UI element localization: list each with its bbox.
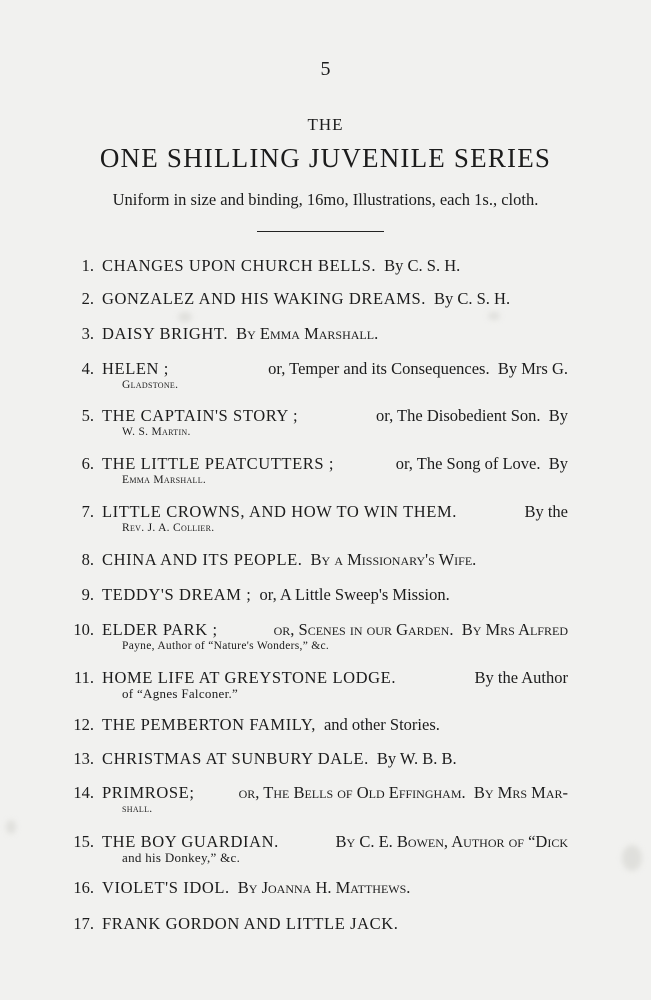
entry-number: 13. — [73, 749, 94, 768]
entry-author: By Emma Marshall. — [236, 324, 379, 343]
entry-number: 15. — [73, 832, 94, 851]
entry-title: DAISY BRIGHT. — [102, 324, 229, 343]
entry-continuation: Emma Marshall. — [122, 474, 207, 486]
entry-title: CHRISTMAS AT SUNBURY DALE. — [102, 749, 369, 768]
entry-title: PRIMROSE; — [102, 783, 195, 802]
entry-number: 6. — [81, 454, 94, 473]
entry-continuation: of “Agnes Falconer.” — [122, 686, 239, 701]
entry-title: ELDER PARK ; — [102, 620, 218, 639]
entry-title: THE CAPTAIN'S STORY ; — [102, 406, 299, 425]
entry-author: or, Scenes in our Garden. By Mrs Alfred — [273, 620, 568, 639]
entry-author: By the Author — [474, 668, 568, 687]
entry-number: 9. — [81, 585, 94, 604]
entry-author: or, The Song of Love. By — [395, 454, 568, 473]
entry-continuation: W. S. Martin. — [122, 426, 191, 438]
entry-continuation: Gladstone. — [122, 379, 179, 391]
entry-title: GONZALEZ AND HIS WAKING DREAMS. — [102, 289, 426, 308]
entry-title: HOME LIFE AT GREYSTONE LODGE. — [102, 668, 397, 687]
page-number: 5 — [320, 58, 331, 80]
entry-title: CHINA AND ITS PEOPLE. — [102, 550, 303, 569]
entry-number: 1. — [81, 256, 94, 275]
entry-title: THE LITTLE PEATCUTTERS ; — [102, 454, 335, 473]
entry-title: CHANGES UPON CHURCH BELLS. — [102, 256, 377, 275]
entry-number: 11. — [73, 668, 94, 687]
entry-number: 16. — [73, 878, 94, 897]
entry-author: or, A Little Sweep's Mission. — [259, 585, 450, 604]
entry-author: By a Missionary's Wife. — [310, 550, 477, 569]
entry-author: or, The Bells of Old Effingham. By Mrs Mar- — [238, 783, 568, 802]
entry-number: 10. — [73, 620, 94, 639]
entry-continuation: shall. — [122, 803, 153, 815]
entry-title: THE BOY GUARDIAN. — [102, 832, 279, 851]
entry-number: 8. — [81, 550, 94, 569]
series-title: ONE SHILLING JUVENILE SERIES — [99, 143, 552, 173]
entry-continuation: Rev. J. A. Collier. — [122, 522, 215, 534]
entry-author: or, The Disobedient Son. By — [376, 406, 568, 425]
entry-number: 14. — [73, 783, 94, 802]
entry-number: 3. — [81, 324, 94, 343]
entry-number: 12. — [73, 715, 94, 734]
entry-title: VIOLET'S IDOL. — [102, 878, 230, 897]
entry-continuation: Payne, Author of “Nature's Wonders,” &c. — [122, 640, 330, 652]
entry-author: By W. B. B. — [376, 749, 457, 768]
entry-title: LITTLE CROWNS, AND HOW TO WIN THEM. — [102, 502, 457, 521]
entry-number: 4. — [81, 359, 94, 378]
entry-author: By C. S. H. — [384, 256, 461, 275]
entry-title: FRANK GORDON AND LITTLE JACK. — [102, 914, 399, 933]
entry-number: 7. — [81, 502, 94, 521]
series-heading-the: THE — [307, 115, 344, 134]
entry-title: TEDDY'S DREAM ; — [102, 585, 252, 604]
entry-continuation: and his Donkey,” &c. — [122, 850, 241, 865]
entry-author: or, Temper and its Consequences. By Mrs G. — [268, 359, 568, 378]
entry-author: and other Stories. — [323, 715, 440, 734]
entry-number: 17. — [73, 914, 94, 933]
entry-title: THE PEMBERTON FAMILY, — [102, 715, 316, 734]
entry-number: 2. — [81, 289, 94, 308]
entry-author: By C. S. H. — [434, 289, 511, 308]
entry-number: 5. — [81, 406, 94, 425]
entry-author: By the — [524, 502, 568, 521]
entry-author: By C. E. Bowen, Author of “Dick — [335, 832, 568, 851]
entry-author: By Joanna H. Matthews. — [237, 878, 411, 897]
entry-title: HELEN ; — [102, 359, 169, 378]
series-subtitle: Uniform in size and binding, 16mo, Illustrations, each 1s., cloth. — [112, 190, 539, 209]
